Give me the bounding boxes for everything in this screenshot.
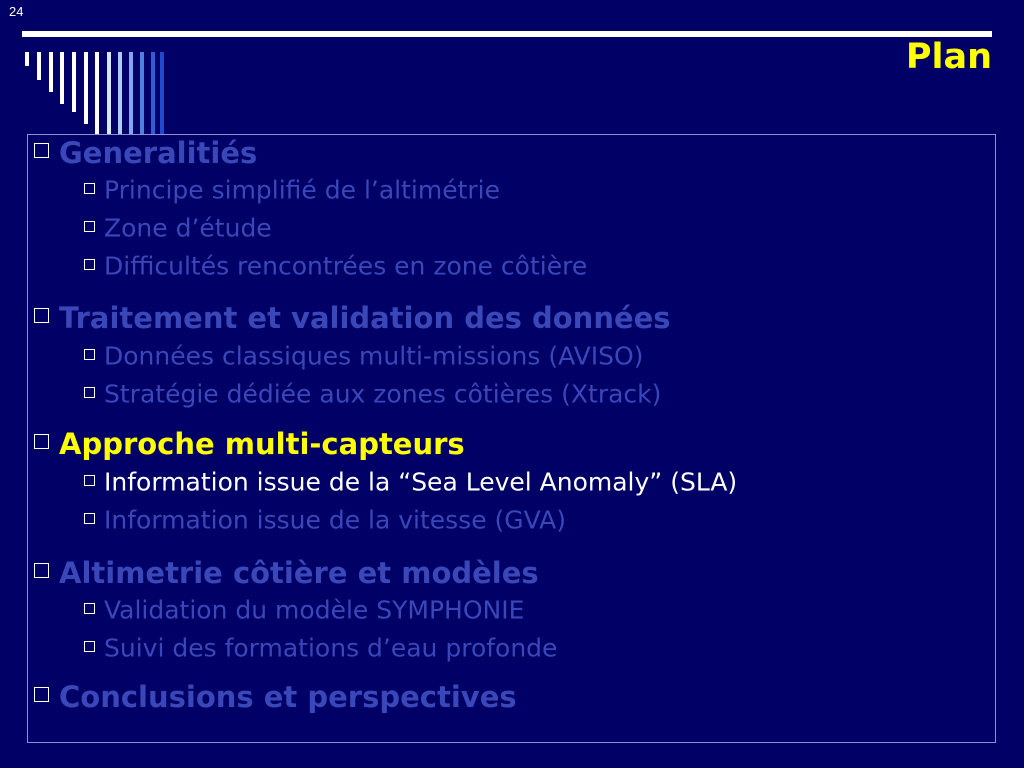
checkbox-bullet-icon xyxy=(34,563,49,578)
outline-subitem-label: Zone d’étude xyxy=(104,213,272,243)
outline-section xyxy=(34,134,257,170)
checkbox-bullet-icon xyxy=(34,687,49,702)
checkbox-bullet-icon xyxy=(84,475,95,486)
outline-subitem xyxy=(84,174,500,205)
checkbox-bullet-icon xyxy=(84,387,95,398)
decorative-bar xyxy=(72,52,76,112)
decorative-bar xyxy=(84,52,88,124)
outline-section-label: Approche multi-capteurs xyxy=(59,427,465,461)
outline-section-label: Generalitiés xyxy=(59,136,258,170)
outline-section-label: Conclusions et perspectives xyxy=(59,680,517,714)
outline-subitem xyxy=(84,632,557,663)
outline-subitem-label: Données classiques multi-missions (AVISO) xyxy=(104,341,644,371)
checkbox-bullet-icon xyxy=(84,259,95,270)
outline-subitem xyxy=(84,594,524,625)
outline-subitem-label: Principe simplifié de l’altimétrie xyxy=(104,175,500,205)
checkbox-bullet-icon xyxy=(84,641,95,652)
slide-title: Plan xyxy=(905,37,992,77)
outline-section xyxy=(34,425,465,461)
decorative-bar xyxy=(129,52,133,134)
checkbox-bullet-icon xyxy=(34,434,49,449)
checkbox-bullet-icon xyxy=(84,603,95,614)
outline-subitem-label: Validation du modèle SYMPHONIE xyxy=(104,595,525,625)
decorative-bar xyxy=(49,52,53,92)
decorative-bar xyxy=(95,52,99,134)
outline-subitem-label: Information issue de la “Sea Level Anomaly” (SLA) xyxy=(104,467,738,497)
outline-subitem xyxy=(84,504,566,535)
outline-section xyxy=(34,299,671,335)
decorative-bar xyxy=(25,52,29,66)
decorative-bar xyxy=(160,52,164,134)
outline-subitem xyxy=(84,378,661,409)
checkbox-bullet-icon xyxy=(84,513,95,524)
outline-subitem-label: Difficultés rencontrées en zone côtière xyxy=(104,251,588,281)
decorative-bar xyxy=(118,52,122,134)
checkbox-bullet-icon xyxy=(84,349,95,360)
outline-subitem xyxy=(84,250,587,281)
decorative-bars xyxy=(0,0,180,140)
outline-subitem xyxy=(84,340,643,371)
outline-subitem-label: Suivi des formations d’eau profonde xyxy=(104,633,558,663)
checkbox-bullet-icon xyxy=(34,143,49,158)
outline-section xyxy=(34,678,517,714)
decorative-bar xyxy=(60,52,64,104)
decorative-bar xyxy=(140,52,144,134)
slide-number: 24 xyxy=(9,4,24,19)
outline-subitem xyxy=(84,466,737,497)
checkbox-bullet-icon xyxy=(34,308,49,323)
outline-section-label: Altimetrie côtière et modèles xyxy=(59,556,539,590)
outline-subitem xyxy=(84,212,272,243)
decorative-bar xyxy=(37,52,41,80)
decorative-bar xyxy=(151,52,155,134)
checkbox-bullet-icon xyxy=(84,221,95,232)
checkbox-bullet-icon xyxy=(84,183,95,194)
outline-section-label: Traitement et validation des données xyxy=(59,301,671,335)
outline-subitem-label: Stratégie dédiée aux zones côtières (Xtrack) xyxy=(104,379,662,409)
outline-section xyxy=(34,554,539,590)
decorative-bar xyxy=(107,52,111,134)
outline-subitem-label: Information issue de la vitesse (GVA) xyxy=(104,505,567,535)
